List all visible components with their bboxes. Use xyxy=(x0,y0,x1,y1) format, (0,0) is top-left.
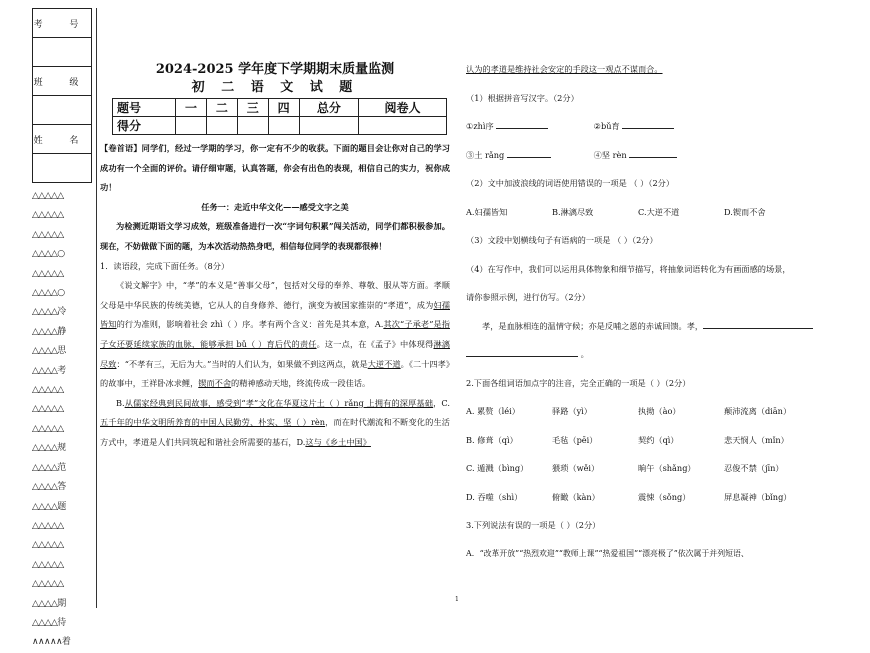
answer-blank[interactable] xyxy=(622,120,674,129)
score-cell[interactable] xyxy=(299,117,358,135)
seal-mark-row: △△△△△ xyxy=(32,191,64,201)
name-field[interactable] xyxy=(33,154,92,183)
score-cell[interactable] xyxy=(176,117,207,135)
question-1-1: （1）根据拼音写汉字。（2分） xyxy=(466,92,579,103)
intro-paragraph: 【卷首语】同学们，经过一学期的学习，你一定有不少的收获。下面的题目会让你对自己的学习成功有一个全面的评价。请仔细审题，认真答题，你会有出色的表现，相信自己的实力，祝你成功！ xyxy=(100,143,450,193)
seal-mark-row: △△△△范 xyxy=(32,462,66,473)
seal-mark-row: △△△△△ xyxy=(32,385,64,396)
question-2: 2.下面各组词语加点字的注音，完全正确的一项是（ ）（2分） xyxy=(466,377,691,388)
option-a[interactable]: A.妇孺皆知 xyxy=(466,206,508,217)
underlined-sentence-d: 这与《乡土中国》 xyxy=(305,436,371,447)
passage-continuation: 认为的孝道是维持社会安定的手段这一观点不谋而合。 xyxy=(466,64,663,74)
seal-mark-row: △△△△△ xyxy=(32,229,64,240)
answer-blank[interactable] xyxy=(507,149,551,158)
score-header-cell: 题号 xyxy=(113,99,176,117)
seal-mark-row: △△△△规 xyxy=(32,443,66,454)
class-label: 班 级 xyxy=(33,67,92,96)
answer-blank[interactable] xyxy=(496,120,548,129)
binding-divider xyxy=(96,8,97,608)
wavy-word-2: 淋漓尽致 xyxy=(100,338,450,369)
task-description: 为检测近期语文学习成效，班级准备进行一次“字词句积累”闯关活动，同学们都积极参加。现在，不妨做做下面的题，为本次活动热热身吧，相信每位同学的表现都很棒！ xyxy=(100,221,450,251)
seal-mark-row: △△△△○ xyxy=(32,249,65,260)
wavy-word-3: 大逆不道 xyxy=(367,358,401,369)
question-1-2-options xyxy=(466,205,824,234)
question-1-label: 1．读语段，完成下面任务。（8分） xyxy=(100,260,230,271)
student-info-table xyxy=(32,8,92,183)
name-label: 姓 名 xyxy=(33,125,92,154)
right-column xyxy=(466,62,824,575)
seal-mark-row: △△△△△ xyxy=(32,579,64,590)
binding-strip xyxy=(32,8,92,648)
q2-option-row-a: A. 累赘（léi） 驿路（yì） 执拗（ào） 颠沛流离（diān） xyxy=(466,406,792,416)
seal-mark-row: △△△△思 xyxy=(32,346,66,357)
seal-mark-row: △△△△△ xyxy=(32,210,64,221)
passage-paragraph-2: B.从儒家经典到民间故事，感受到“孝”文化在华夏这片土（ ）rǎng 上拥有的深厚基础，C.五千年的中华文明所养育的中国人民勤劳、朴实、坚（ ）rèn，而在时代潮流和不断变化的生活方式中，孝道是人们共同筑起和谐社会所需要的基石，D.这与《乡土中国》 xyxy=(100,397,450,447)
q2-option-row-d: D. 吞噬（shì） 俯瞰（kàn） 震悚（sǒng） 屏息凝神（bǐng） xyxy=(466,491,792,502)
seal-mark-row: △△△△△ xyxy=(32,404,64,415)
task-title: 任务一：走近中华文化——感受文字之美 xyxy=(201,201,349,212)
underlined-sentence-b: 从儒家经典到民间故事，感受到“孝”文化在华夏这片土（ ）rǎng 上拥有的深厚基础 xyxy=(124,397,434,408)
seal-mark-row: △△△△△ xyxy=(32,540,64,551)
seal-mark-row: △△△△静 xyxy=(32,326,66,337)
seal-mark-row: △△△△题 xyxy=(32,501,66,512)
answer-blank[interactable] xyxy=(703,320,813,329)
seal-line-marks xyxy=(32,187,92,653)
question-3: 3.下列说法有误的一项是（ ）（2分） xyxy=(466,520,601,530)
exam-number-field[interactable] xyxy=(33,38,92,67)
q2-option-row-b: B. 修葺（qì） 毛毡（pēi） 契约（qì） 悲天悯人（mǐn） xyxy=(466,434,789,445)
wavy-word-1: 妇孺皆知 xyxy=(100,299,450,330)
option-d[interactable]: D.锲而不舍 xyxy=(724,206,766,217)
exam-subtitle: 初 二 语 文 试 题 xyxy=(191,80,359,95)
option-c[interactable]: C.大逆不道 xyxy=(638,206,680,217)
class-field[interactable] xyxy=(33,96,92,125)
question-1-4-line-1: （4）在写作中，我们可以运用具体物象和细节描写，将抽象词语转化为有画面感的场景， xyxy=(466,263,791,274)
seal-mark-row: △△△△△ xyxy=(32,268,64,279)
score-header-cell: 阅卷人 xyxy=(359,99,447,117)
score-header-cell: 二 xyxy=(206,99,237,117)
score-table xyxy=(112,98,447,135)
underlined-sentence-c: 五千年的中华文明所养育的中国人民勤劳、朴实、坚（ ）rèn xyxy=(100,417,326,428)
seal-mark-row: △△△△期 xyxy=(32,598,66,609)
seal-mark-row: △△△△△ xyxy=(32,520,64,531)
score-header-cell: 总分 xyxy=(299,99,358,117)
score-cell[interactable] xyxy=(206,117,237,135)
page-number: 1 xyxy=(455,596,459,603)
wavy-word-4: 锲而不舍 xyxy=(198,378,232,389)
exam-title: 2024-2025 学年度下学期期末质量监测 xyxy=(155,62,395,77)
seal-mark-row: △△△△冷 xyxy=(32,307,66,318)
underlined-sentence-a: 其次“子承老”是指子女还要延续家族的血脉，能够承担 bǔ（ ）育后代的责任 xyxy=(100,319,450,349)
question-3-option-a: A．“改革开放”“热烈欢迎”“教师上课”“热爱祖国”“漂亮极了”依次属于并列短语、 xyxy=(466,548,749,558)
score-row-label: 得分 xyxy=(113,117,176,135)
score-header-cell: 一 xyxy=(176,99,207,117)
passage-paragraph-1: 《说文解字》中，“孝”的本义是“善事父母”，包括对父母的奉养、尊敬、服从等方面。孝顺父母是中华民族的传统美德，它从人的自身修养、德行，演变为被国家推崇的“孝道”，成为妇孺皆知的行为准则，影响着社会 zhì（ ）序。孝有两个含义：首先是其本意，A.其次“子承老”是指子女还要延续家族的血脉，能够承担 bǔ（ ）育后代的责任。这一点，在《孟子》中体现得淋漓尽致：“不孝有三，无后为大。”当时的人们认为，如果做不到这两点，就是大逆不道。《二十四孝》的故事中，王祥卧冰求鲤，锲而不舍的精神感动天地，终流传成一段佳话。 xyxy=(100,280,450,389)
exam-number-label: 考 号 xyxy=(33,9,92,38)
seal-mark-row: △△△△考 xyxy=(32,365,66,376)
score-cell[interactable] xyxy=(268,117,299,135)
seal-mark-row: △△△△△ xyxy=(32,559,64,570)
score-cell[interactable] xyxy=(237,117,268,135)
seal-mark-row: △△△△待 xyxy=(32,617,66,628)
question-1-4-line-2: 请你参照示例，进行仿写。（2分） xyxy=(466,292,590,302)
pinyin-row-1: ①zhì序 ②bǔ育 xyxy=(466,119,824,148)
seal-mark-row: △△△△○ xyxy=(32,288,65,299)
seal-mark-row: △△△△答 xyxy=(32,482,66,493)
option-b[interactable]: B.淋漓尽致 xyxy=(552,206,594,217)
score-header-cell: 三 xyxy=(237,99,268,117)
score-cell[interactable] xyxy=(359,117,447,135)
seal-mark-row: △△△△△ xyxy=(32,423,64,434)
left-column xyxy=(100,58,450,453)
q2-option-row-c: C. 遁溅（bìng） 猥琐（wěi） 晌午（shǎng） 忍俊不禁（jīn） xyxy=(466,463,784,473)
answer-blank[interactable] xyxy=(629,149,677,158)
score-header-cell: 四 xyxy=(268,99,299,117)
question-1-3: （3）文段中划横线句子有语病的一项是 （ ）（2分） xyxy=(466,235,658,245)
example-sentence: 孝，是血脉相连的温情守候；亦是反哺之恩的赤诚回馈。孝， xyxy=(466,319,824,348)
pinyin-row-2: ③土 rǎng ④坚 rèn xyxy=(466,148,824,177)
seal-mark-row: ∧∧∧∧∧着 xyxy=(32,637,71,648)
question-1-2: （2）文中加波浪线的词语使用错误的一项是 （ ）（2分） xyxy=(466,178,675,188)
answer-blank[interactable] xyxy=(466,348,578,357)
answer-line: 。 xyxy=(466,347,824,376)
